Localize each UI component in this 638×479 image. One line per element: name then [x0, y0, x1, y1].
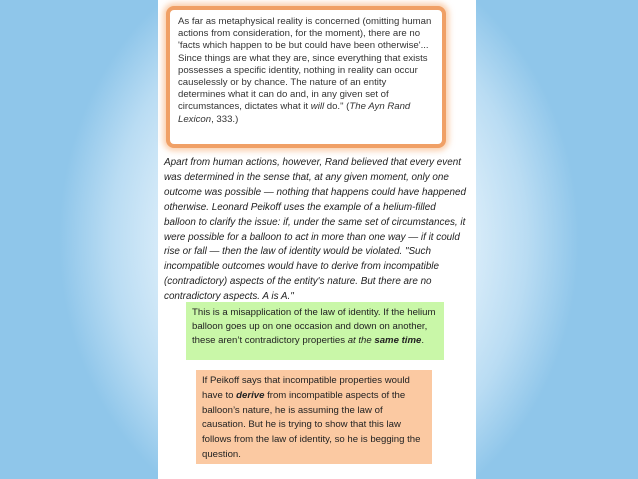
orange-note-text [202, 374, 426, 463]
quote-main: As far as metaphysical reality is concerned (omitting human actions from consideration, for the moment), there are no 'facts which happen to be but could have been otherwise'... Since things are what they are, since everything that exists possesses a specific identity, nothing in reality can occur causelessly or by chance. The nature of an entity determines what it can do and, in any given set of circumstances, dictates what it [178, 16, 432, 113]
green-note-end: . [421, 335, 424, 346]
orange-note-after: from incompatible aspects of the balloon’s nature, he is assuming the law of causation. But he is trying to show that this law follows from the law of identity, so he is begging the question. [202, 389, 421, 460]
quote-text [178, 16, 434, 126]
quote-after-emphasis: do." ( [324, 101, 350, 113]
quote-emphasis: will [310, 101, 325, 113]
green-note-body: This is a misapplication of the law of identity. If the helium balloon goes up on one occasion and down on another, these aren’t contradictory properties [192, 307, 436, 346]
orange-note [196, 370, 432, 464]
green-note [186, 302, 444, 360]
orange-note-emphasis: derive [236, 389, 265, 401]
green-note-italic: at the [347, 335, 375, 346]
green-note-text [192, 306, 438, 348]
quote-source-title: The Ayn Rand Lexicon [178, 101, 411, 125]
quote-box [166, 6, 446, 148]
quote-source-page: , 333.) [211, 113, 239, 125]
main-paragraph: Apart from human actions, however, Rand believed that every event was determined in the sense that, at any given moment, only one outcome was possible — nothing that happens could have happened otherwise. Leonard Peikoff uses the example of a helium-filled balloon to clarify the issue: if, under the same set of circumstances, it were possible for a balloon to act in more than one way — if it could rise or fall — then the law of identity would be violated. "Such incompatible outcomes would have to derive from incompatible (contradictory) aspects of the entity's nature. But there are no contradictory aspects. A is A." [164, 157, 466, 303]
orange-note-before: If Peikoff says that incompatible properties would have to [202, 375, 410, 401]
green-note-bold: same time [374, 335, 422, 346]
